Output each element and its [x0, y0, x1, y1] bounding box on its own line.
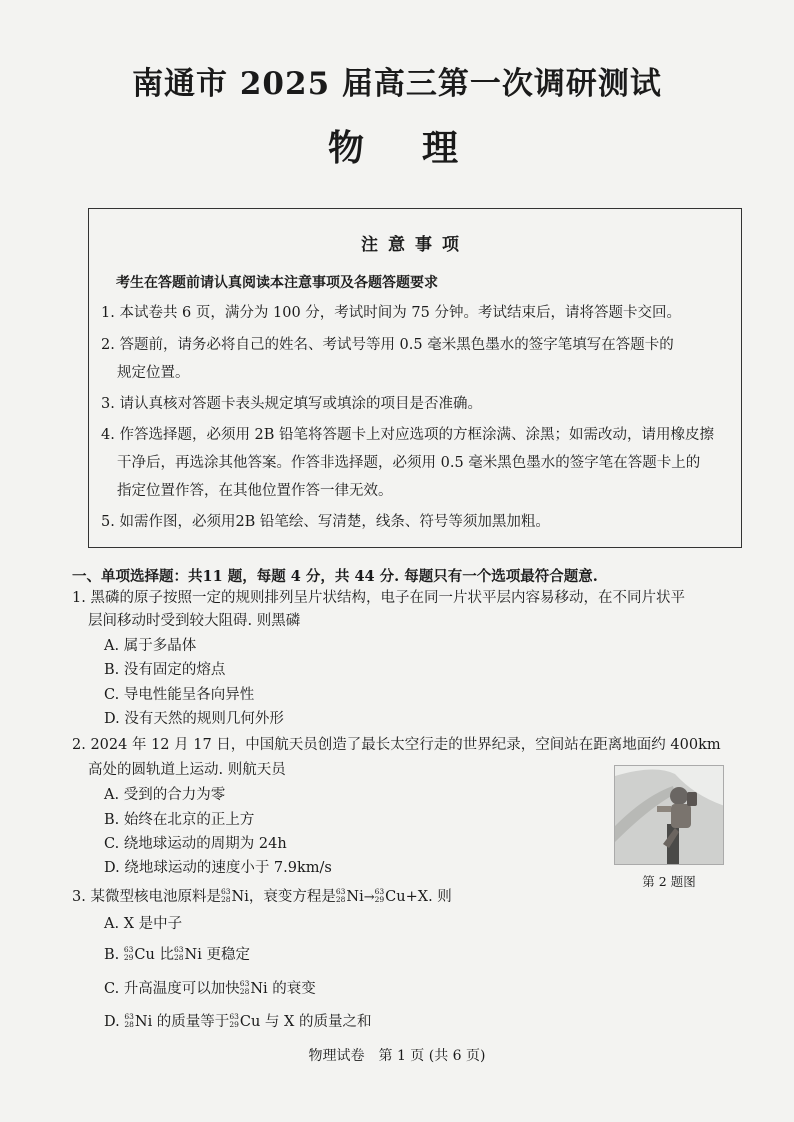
notice-item: 指定位置作答，在其他位置作答一律无效。 [117, 483, 393, 499]
q2-stem-line1: 2. 2024 年 12 月 17 日，中国航天员创造了最长太空行走的世界纪录，空间站在距离地面约 400km [72, 737, 721, 753]
notice-item: 2. 答题前，请务必将自己的姓名、考试号等用 0.5 毫米黑色墨水的签字笔填写在答题卡的 [101, 337, 674, 353]
q2-stem-line2: 高处的圆轨道上运动. 则航天员 [88, 762, 286, 778]
exam-title: 南通市 2025 届高三第一次调研测试 [132, 66, 662, 102]
q2-option-c: C. 绕地球运动的周期为 24h [104, 836, 287, 852]
notice-item: 1. 本试卷共 6 页，满分为 100 分，考试时间为 75 分钟。考试结束后，请将答题卡交回。 [101, 305, 681, 321]
arrow-icon: → [363, 890, 375, 905]
astronaut-illustration [615, 766, 724, 865]
subject-title: 物理 [327, 127, 516, 169]
notice-item: 4. 作答选择题，必须用 2B 铅笔将答题卡上对应选项的方框涂满、涂黑；如需改动，请用橡皮擦 [101, 427, 715, 443]
q3-stem [72, 888, 452, 907]
q3-option-b: B. 63 29 Cu 比 63 28 Ni 更稳定 [104, 945, 250, 963]
notice-item: 5. 如需作图，必须用2B 铅笔绘、写清楚，线条、符号等须加黑加粗。 [101, 514, 550, 530]
q1-option-b: B. 没有固定的熔点 [104, 662, 226, 678]
figure-caption: 第 2 题图 [642, 874, 696, 889]
nuclide-ni: 63 28 Ni [220, 887, 249, 905]
q3-option-d: D. 63 28 Ni 的质量等于 63 29 Cu 与 X 的质量之和 [104, 1012, 372, 1030]
nuclide-ni: 63 28 Ni [173, 945, 202, 963]
q1-option-d: D. 没有天然的规则几何外形 [104, 711, 284, 727]
q1-stem-line2: 层间移动时受到较大阻碍. 则黑磷 [88, 613, 301, 629]
q2-option-b: B. 始终在北京的正上方 [104, 812, 255, 828]
notice-item: 干净后，再选涂其他答案。作答非选择题，必须用 0.5 毫米黑色墨水的签字笔在答题卡上的 [117, 455, 701, 471]
astronaut-photo [614, 765, 724, 865]
q3-stem-prefix: 3. 某微型核电池原料是 [72, 889, 221, 905]
nuclide-ni: 63 28 Ni [124, 1012, 153, 1030]
nuclide-ni: 63 28 Ni [335, 887, 364, 905]
nuclide-cu: 63 29 Cu [123, 945, 155, 963]
q3-option-c: C. 升高温度可以加快 63 28 Ni 的衰变 [104, 979, 316, 997]
nuclide-cu: 63 29 Cu [374, 887, 406, 905]
nuclide-cu: 63 29 Cu [229, 1012, 261, 1030]
q2-option-a: A. 受到的合力为零 [104, 787, 226, 803]
q1-stem-line1: 1. 黑磷的原子按照一定的规则排列呈片状结构，电子在同一片状平层内容易移动，在不同片状平 [72, 590, 685, 606]
notice-item: 3. 请认真核对答题卡表头规定填写或填涂的项目是否准确。 [101, 396, 482, 412]
notice-box [88, 208, 742, 548]
q1-option-a: A. 属于多晶体 [104, 638, 197, 654]
notice-subheading: 考生在答题前请认真阅读本注意事项及各题答题要求 [116, 275, 438, 291]
notice-item: 规定位置。 [117, 365, 190, 381]
q1-option-c: C. 导电性能呈各向异性 [104, 687, 255, 703]
nuclide-ni: 63 28 Ni [239, 979, 268, 997]
notice-heading: 注意事项 [361, 235, 469, 255]
q3-option-a: A. X 是中子 [104, 916, 183, 932]
q3-stem-suffix: +X. 则 [405, 889, 452, 905]
q2-option-d: D. 绕地球运动的速度小于 7.9km/s [104, 860, 332, 876]
q3-stem-mid: ，衰变方程是 [248, 889, 336, 905]
page-footer: 物理试卷 第 1 页 (共 6 页) [308, 1048, 486, 1064]
section-heading: 一、单项选择题：共11 题，每题 4 分，共 44 分. 每题只有一个选项最符合题意. [72, 568, 598, 585]
